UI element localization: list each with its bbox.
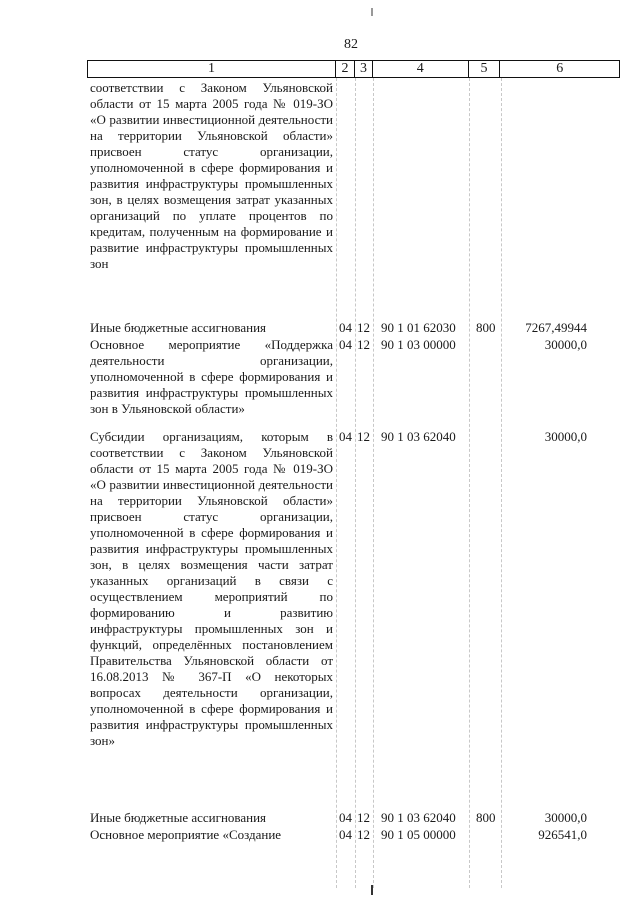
row-amount: 30000,0 [544, 429, 587, 444]
row-rz: 04 [339, 429, 352, 444]
scan-mark [371, 885, 373, 895]
column-divider [336, 78, 337, 888]
row-pr: 12 [357, 827, 370, 842]
row-description: Иные бюджетные ассигнования [90, 810, 267, 825]
row-rz: 04 [339, 810, 352, 825]
row-rz: 04 [339, 827, 352, 842]
header-col-5: 5 [469, 61, 501, 77]
header-col-3: 3 [355, 61, 373, 77]
row-amount: 7267,49944 [525, 320, 587, 335]
header-col-4: 4 [373, 61, 469, 77]
page-number: 82 [344, 37, 358, 52]
row-vr: 800 [476, 810, 496, 825]
table-row [90, 827, 333, 843]
header-col-6: 6 [556, 61, 564, 76]
column-divider [355, 78, 356, 888]
row-description: соответствии с Законом Ульяновской области от 15 марта 2005 года № 019-ЗО «О развитии инвестиционной деятельности на территории Ульяновской области» присвоен статус организации, уполномоченной в сфере формирования и развития инфраструктуры промышленных зон, в целях возмещения затрат указанных организаций по уплате процентов по кредитам, полученным на формирование и развитие инфраструктуры промышленных зон [90, 80, 333, 271]
row-csr: 90 1 03 62040 [381, 429, 456, 444]
row-csr: 90 1 01 62030 [381, 320, 456, 335]
row-description: Основное мероприятие «Поддержка деятельности организации, уполномоченной в сфере формирования и развития инфраструктуры промышленных зон в Ульяновской области» [90, 337, 333, 416]
table-header [87, 60, 620, 78]
row-csr: 90 1 03 62040 [381, 810, 456, 825]
header-col-1: 1 [88, 61, 336, 77]
row-csr: 90 1 05 00000 [381, 827, 456, 842]
row-pr: 12 [357, 429, 370, 444]
scan-mark [371, 8, 373, 16]
row-csr: 90 1 03 00000 [381, 337, 456, 352]
row-amount: 30000,0 [544, 337, 587, 352]
row-rz: 04 [339, 320, 352, 335]
row-vr: 800 [476, 320, 496, 335]
row-pr: 12 [357, 337, 370, 352]
row-amount: 926541,0 [538, 827, 587, 842]
row-rz: 04 [339, 337, 352, 352]
row-amount: 30000,0 [544, 810, 587, 825]
row-pr: 12 [357, 320, 370, 335]
column-divider [501, 78, 502, 888]
table-row [90, 337, 333, 417]
row-description: Иные бюджетные ассигнования [90, 320, 267, 335]
row-description: Основное мероприятие «Создание [90, 827, 282, 842]
column-divider [469, 78, 470, 888]
table-row [90, 80, 333, 272]
header-col-2: 2 [336, 61, 355, 77]
row-description: Субсидии организациям, которым в соответствии с Законом Ульяновской области от 15 марта 2005 года № 019-ЗО «О развитии инвестиционной деятельности на территории Ульяновской области» присвоен статус организации, уполномоченной в сфере формирования и развития инфраструктуры промышленных зон, в целях возмещения части затрат указанных организаций в связи с осуществлением мероприятий по формированию и развитию инфраструктуры промышленных зон и функций, определённых постановлением Правительства Ульяновской области от 16.08.2013 № 367-П «О некоторых вопросах деятельности организации, уполномоченной в сфере формирования и развития инфраструктуры промышленных зон» [90, 429, 333, 748]
table-row [90, 810, 333, 826]
column-divider [373, 78, 374, 888]
row-pr: 12 [357, 810, 370, 825]
table-row [90, 320, 333, 336]
table-row [90, 429, 333, 749]
